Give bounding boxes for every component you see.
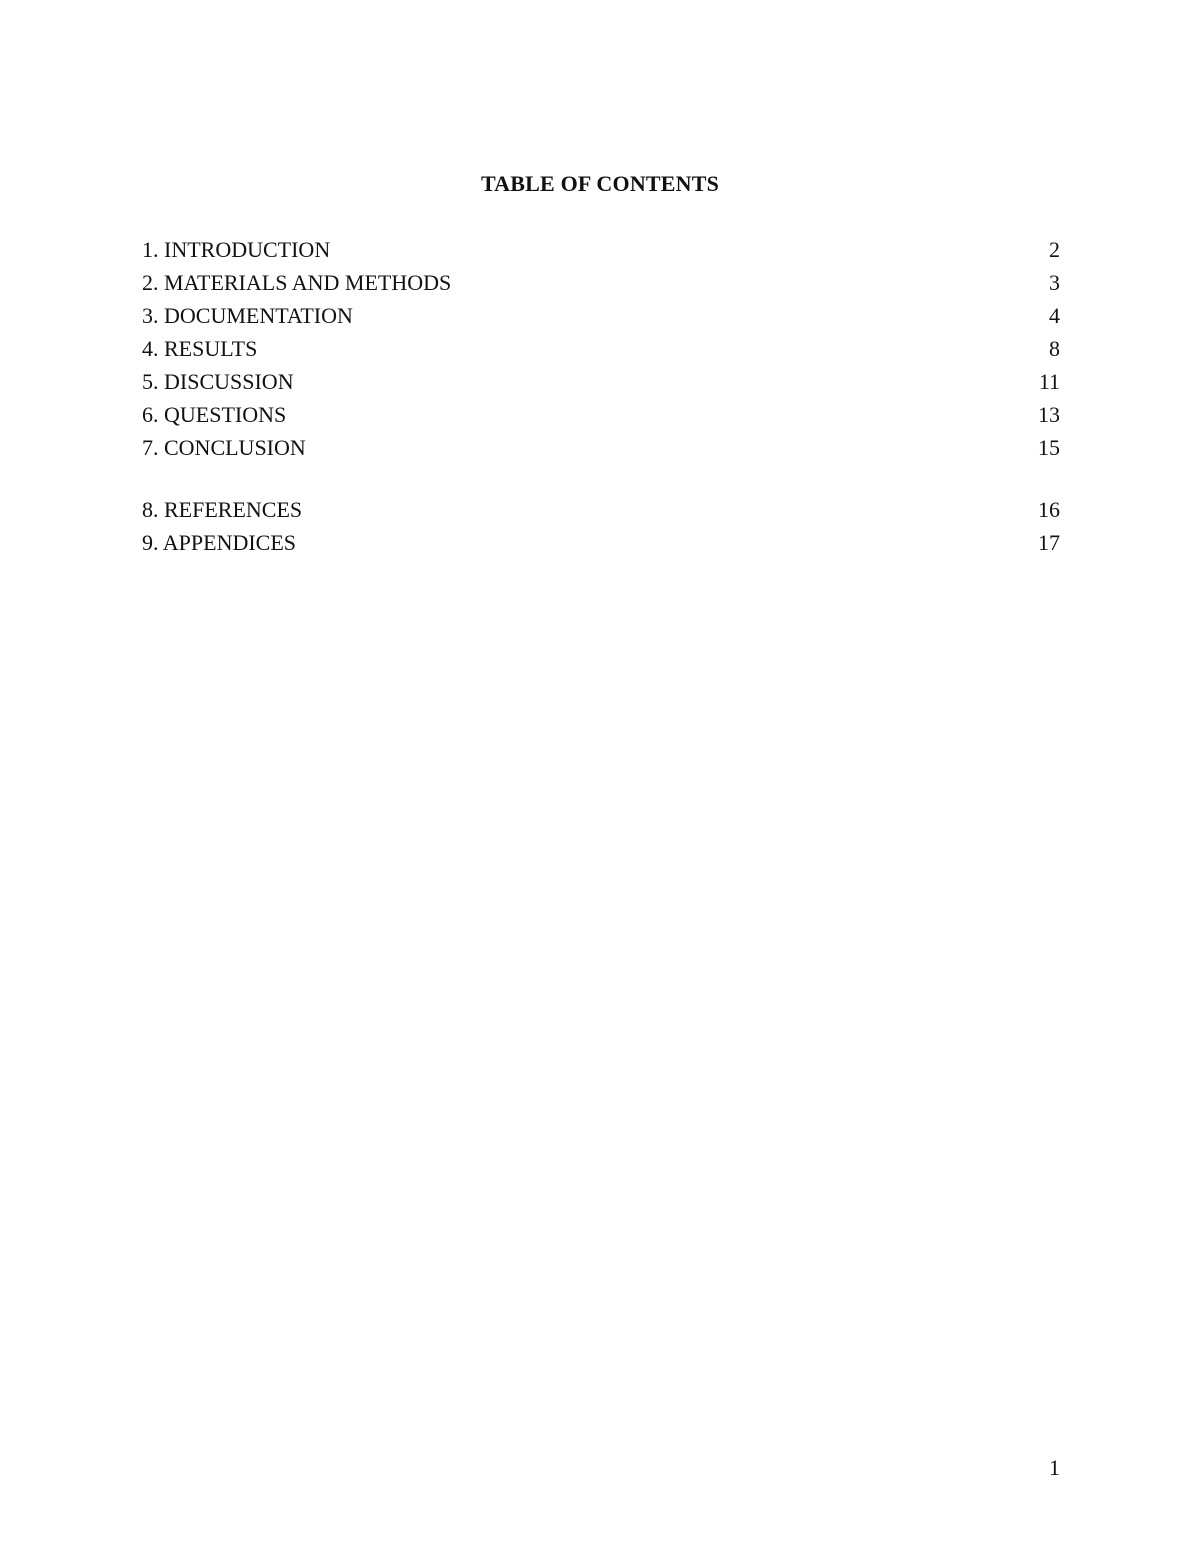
toc-entry — [142, 266, 1060, 299]
toc-entry-label: 7. CONCLUSION — [142, 435, 306, 460]
page-title: TABLE OF CONTENTS — [480, 171, 720, 196]
toc-entry — [142, 299, 1060, 332]
toc-entry-page: 2 — [1049, 237, 1060, 262]
toc-entry — [142, 365, 1060, 398]
toc-entry — [142, 431, 1060, 464]
toc-entry-label: 9. APPENDICES — [142, 530, 297, 555]
toc-list — [142, 233, 1060, 559]
toc-entry-label: 8. REFERENCES — [142, 497, 303, 522]
toc-entry-page: 11 — [1038, 369, 1060, 394]
toc-entry-page: 13 — [1038, 402, 1060, 427]
toc-entry-page: 15 — [1038, 435, 1060, 460]
toc-entry-page: 17 — [1038, 530, 1060, 555]
toc-entry-page: 3 — [1049, 270, 1060, 295]
toc-entry — [142, 526, 1060, 559]
toc-entry — [142, 233, 1060, 266]
toc-entry-page: 4 — [1049, 303, 1060, 328]
toc-entry-label: 3. DOCUMENTATION — [142, 303, 353, 328]
toc-entry — [142, 398, 1060, 431]
toc-entry-page: 16 — [1038, 497, 1060, 522]
toc-entry-label: 4. RESULTS — [142, 336, 258, 361]
footer-page-number: 1 — [1049, 1455, 1060, 1480]
toc-entry-label: 5. DISCUSSION — [142, 369, 294, 394]
toc-entry — [142, 493, 1060, 526]
toc-entry-label: 2. MATERIALS AND METHODS — [142, 270, 452, 295]
toc-entry-label: 1. INTRODUCTION — [142, 237, 331, 262]
toc-entry-label: 6. QUESTIONS — [142, 402, 287, 427]
toc-entry-page: 8 — [1049, 336, 1060, 361]
toc-entry — [142, 332, 1060, 365]
